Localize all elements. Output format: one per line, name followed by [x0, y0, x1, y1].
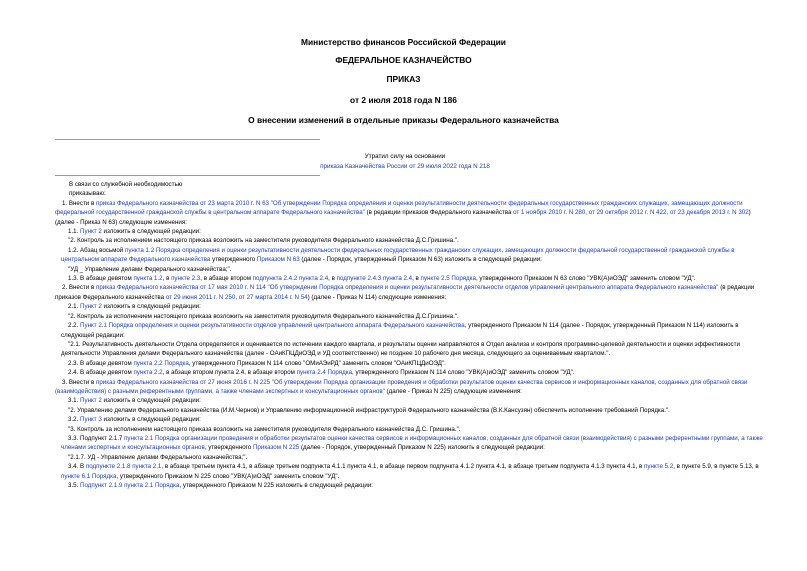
link[interactable]: пункта 2.1 Порядка организации проведения и обработки результатов оценки качества сервисов и информационных каналов, созданных для обратной связи (взаимодействия) с разными референтными группами, а также членами экспертных и консультационных органов	[61, 434, 763, 452]
paragraph: 2. Внести в приказ Федерального казначейства от 17 мая 2010 г. N 114 "Об утверждении Порядка определения и оценки результативности деятельности отделов управлений центрального аппарата Федерального казначейства" (в редакции приказов Федерального казначейства от 29 июня 2011 г. N 250, от 27 марта 2014 г. N 54) (далее - Приказ N 114) следующие изменения:	[55, 284, 755, 301]
link[interactable]: подпункте 2.4.3 пункта 2.4	[336, 275, 413, 283]
paragraph: 3. Внести в приказ Федерального казначейства от 27 июня 2016 г. N 225 "Об утверждении Порядка организации проведения и обработки результатов оценки качества сервисов и информационных каналов, созданных для обратной связи (взаимодействия) с разными референтными группами, а также членами экспертных и консультационных органов" (далее - Приказ N 225) следующие изменения:	[55, 378, 748, 395]
paragraph: 2.4. В абзаце девятом пункта 2.2, в абзаце втором пункта 2.4, в абзаце втором пункта 2.4 Порядка, утвержденного Приказом N 114 слово "УВК(А)иОЭД" заменить словом "УД".	[68, 369, 575, 377]
paragraph: 1. Внести в приказ Федерального казначейства от 23 марта 2010 г. N 63 "Об утверждении Порядка определения и оценки результативности деятельности федеральных государственных гражданских служащих, замещающих должности федеральной государственной гражданской службы в центральном аппарате Федерального казначейства" (в редакции приказов Федерального казначейства от 1 ноября 2010 г. N 280, от 29 октября 2012 г. N 422, от 23 декабря 2013 г. N 302) (далее - Приказ N 63) следующие изменения:	[55, 199, 751, 226]
agency-title: ФЕДЕРАЛЬНОЕ КАЗНАЧЕЙСТВО	[335, 55, 472, 65]
paragraph: 2.2. Пункт 2.1 Порядка определения и оценки результативности отделов управлений центрального аппарата Федерального казначейства, утвержденного Приказом N 114 (далее - Порядок, утвержденный Приказом N 114) изложить в следующей редакции:	[61, 322, 739, 339]
paragraph: 2.1. Пункт 2 изложить в следующей редакции:	[68, 303, 201, 311]
link[interactable]: пункта 2.2 Порядка	[133, 359, 189, 367]
divider-top	[55, 139, 320, 140]
paragraph: "2. Контроль за исполнением настоящего приказа возложить на заместителя руководителя Федерального казначейства Д.С.Гришина.".	[68, 312, 459, 320]
order-body	[55, 180, 771, 490]
paragraph: приказываю:	[69, 190, 106, 198]
paragraph: 3.4. В подпункте 2.1.8 пункта 2.1, в абзаце третьем пункта 4.1, в абзаце третьем подпункта 4.1.1 пункта 4.1, в абзаце первом подпункта 4.1.2 пункта 4.1, в абзаце третьем подпункта 4.1.3 пункта 4.1, в пункте 5.2, в пункте 5.9, в пункте 5.13, в пункте 6.1 Порядка, утвержденного Приказом N 225 слово "УВК(А)иОЭД" заменить словом "УД".	[61, 463, 759, 480]
paragraph: В связи со служебной необходимостью	[69, 181, 183, 188]
link[interactable]: Пункт 3	[80, 416, 102, 424]
link[interactable]: приказ Федерального казначейства от 23 марта 2010 г. N 63 "Об утверждении Порядка определения и оценки результативности деятельности федеральных государственных гражданских служащих, замещающих должности федеральной государственной гражданской службы в центральном аппарате Федерального казначейства"	[55, 199, 743, 217]
ministry-title: Министерство финансов Российской Федерации	[301, 37, 506, 47]
paragraph: 1.3. В абзаце девятом пункта 1.2, в пункте 2.3, в абзаце втором подпункта 2.4.2 пункта 2.4, в подпункте 2.4.3 пункта 2.4, в пункте 2.5 Порядка, утвержденного Приказом N 63 слово "УВК(А)иОЭД" заменить словом "УД".	[68, 275, 696, 283]
paragraph: "УД _ Управление делами Федерального казначейства;".	[68, 265, 232, 273]
paragraph: 1.1. Пункт 2 изложить в следующей редакции:	[68, 228, 201, 236]
link[interactable]: подпункта 2.4.2 пункта 2.4	[252, 275, 329, 283]
paragraph: 3.2. Пункт 3 изложить в следующей редакции:	[68, 416, 201, 424]
paragraph: "2.1.7. УД - Управление делами Федерального казначейства;".	[68, 453, 248, 461]
paragraph: 3.5. Подпункт 2.1.9 пункта 2.1 Порядка, утвержденного Приказом N 225 изложить в следующей редакции:	[68, 482, 373, 489]
link[interactable]: пункта 1.2 Порядка определения и оценки результативности деятельности федеральных государственных гражданских служащих, замещающих должности федеральной государственной гражданской службы в центральном аппарате Федерального казначейства	[61, 246, 735, 264]
paragraph: "3. Контроль за исполнением настоящего приказа возложить на заместителя руководителя Федерального казначейства Д.С. Гришина.".	[68, 425, 461, 433]
link[interactable]: приказ Федерального казначейства от 17 мая 2010 г. N 114 "Об утверждении Порядка определения и оценки результативности деятельности отделов управлений центрального аппарата Федерального казначейства"	[95, 284, 719, 292]
doc-type: ПРИКАЗ	[386, 74, 421, 84]
link[interactable]: Пункт 2	[80, 303, 102, 311]
paragraph: "2. Контроль за исполнением настоящего приказа возложить на заместителя руководителя Федерального казначейства Д.С.Гришина.".	[68, 237, 459, 245]
paragraph: 2.3. В абзаце девятом пункта 2.2 Порядка, утвержденного Приказом N 114 слово "ОМиАЭиРД" заменить словом "ОАиКПЦДиОЭД".	[68, 359, 446, 367]
link[interactable]: подпункте 2.1.8 пункта 2.1	[85, 463, 162, 471]
link[interactable]: Приказом N 225	[252, 444, 300, 452]
link[interactable]: пункте 2.3	[171, 275, 201, 283]
doc-date: от 2 июля 2018 года N 186	[350, 95, 457, 105]
link[interactable]: пункте 6.1 Порядка	[61, 472, 117, 480]
link[interactable]: пункта 1.2	[133, 275, 163, 283]
link[interactable]: Подпункт 2.1.9 пункта 2.1 Порядка	[80, 482, 180, 489]
link[interactable]: от 29 июня 2011 г. N 250, от 27 марта 2014 г. N 54	[165, 293, 308, 301]
link[interactable]: Пункт 2	[80, 397, 102, 405]
divider-bottom	[55, 175, 320, 176]
paragraph: 1.2. Абзац восьмой пункта 1.2 Порядка определения и оценки результативности деятельности федеральных государственных гражданских служащих, замещающих должности федеральной государственной гражданской службы в центральном аппарате Федерального казначейства утвержденного Приказом N 63 (далее - Порядок, утвержденный Приказом N 63) изложить в следующей редакции:	[61, 246, 735, 264]
lost-force-link[interactable]: приказа Казначейства России от 29 июля 2022 года N 218	[320, 163, 490, 170]
paragraph: "2. Управлению делами Федерального казначейства (И.М.Чернов) и Управлению информационной инфраструктурой Федерального казначейства (В.К.Кансузян) обеспечить исполнение требований Порядка.".	[68, 406, 670, 414]
doc-title: О внесении изменений в отдельные приказы Федерального казначейства	[248, 115, 559, 125]
paragraph: 3.1. Пункт 2 изложить в следующей редакции:	[68, 397, 201, 405]
link[interactable]: пункте 5.2	[644, 463, 674, 471]
link[interactable]: пункта 2.2	[133, 369, 163, 377]
link[interactable]: приказ Федерального казначейства от 27 июня 2016 г. N 225 "Об утверждении Порядка организации проведения и обработки результатов оценки качества сервисов и информационных каналов, созданных для обратной связи (взаимодействия) с разными референтными группами, а также членами экспертных и консультационных органов"	[55, 378, 748, 395]
link[interactable]: пункта 2.4 Порядка	[296, 369, 353, 377]
link[interactable]: Пункт 2	[80, 228, 102, 236]
lost-force-note: Утратил силу на основании	[364, 153, 446, 160]
link[interactable]: Пункт 2.1 Порядка определения и оценки результативности отделов управлений центрального аппарата Федерального казначейства	[80, 322, 465, 330]
link[interactable]: от 1 ноября 2010 г. N 280, от 29 октября 2012 г. N 422, от 23 декабря 2013 г. N 302	[513, 209, 749, 217]
link[interactable]: пункте 2.5 Порядка	[420, 275, 476, 283]
paragraph: 3.3. Подпункт 2.1.7 пункта 2.1 Порядка организации проведения и обработки результатов оценки качества сервисов и информационных каналов, созданных для обратной связи (взаимодействия) с разными референтными группами, а также членами экспертных и консультационных органов, утвержденного Приказом N 225 (далее - Порядок, утвержденный Приказом N 225) изложить в следующей редакции:	[61, 434, 763, 452]
link[interactable]: Приказом N 63	[256, 256, 300, 264]
paragraph: "2.1. Результативность деятельности Отдела определяется и оценивается по истечении каждого квартала, и результаты оценки направляются в Отдел анализа и контроля программно-целевой деятельности и оценки эффективности деятельности Управления делами Федерального казначейства (далее - ОАиКПЦДиОЭД и УД соответственно) не позднее 10 рабочего дня месяца, следующего за оцениваемым кварталом.".	[61, 340, 740, 358]
